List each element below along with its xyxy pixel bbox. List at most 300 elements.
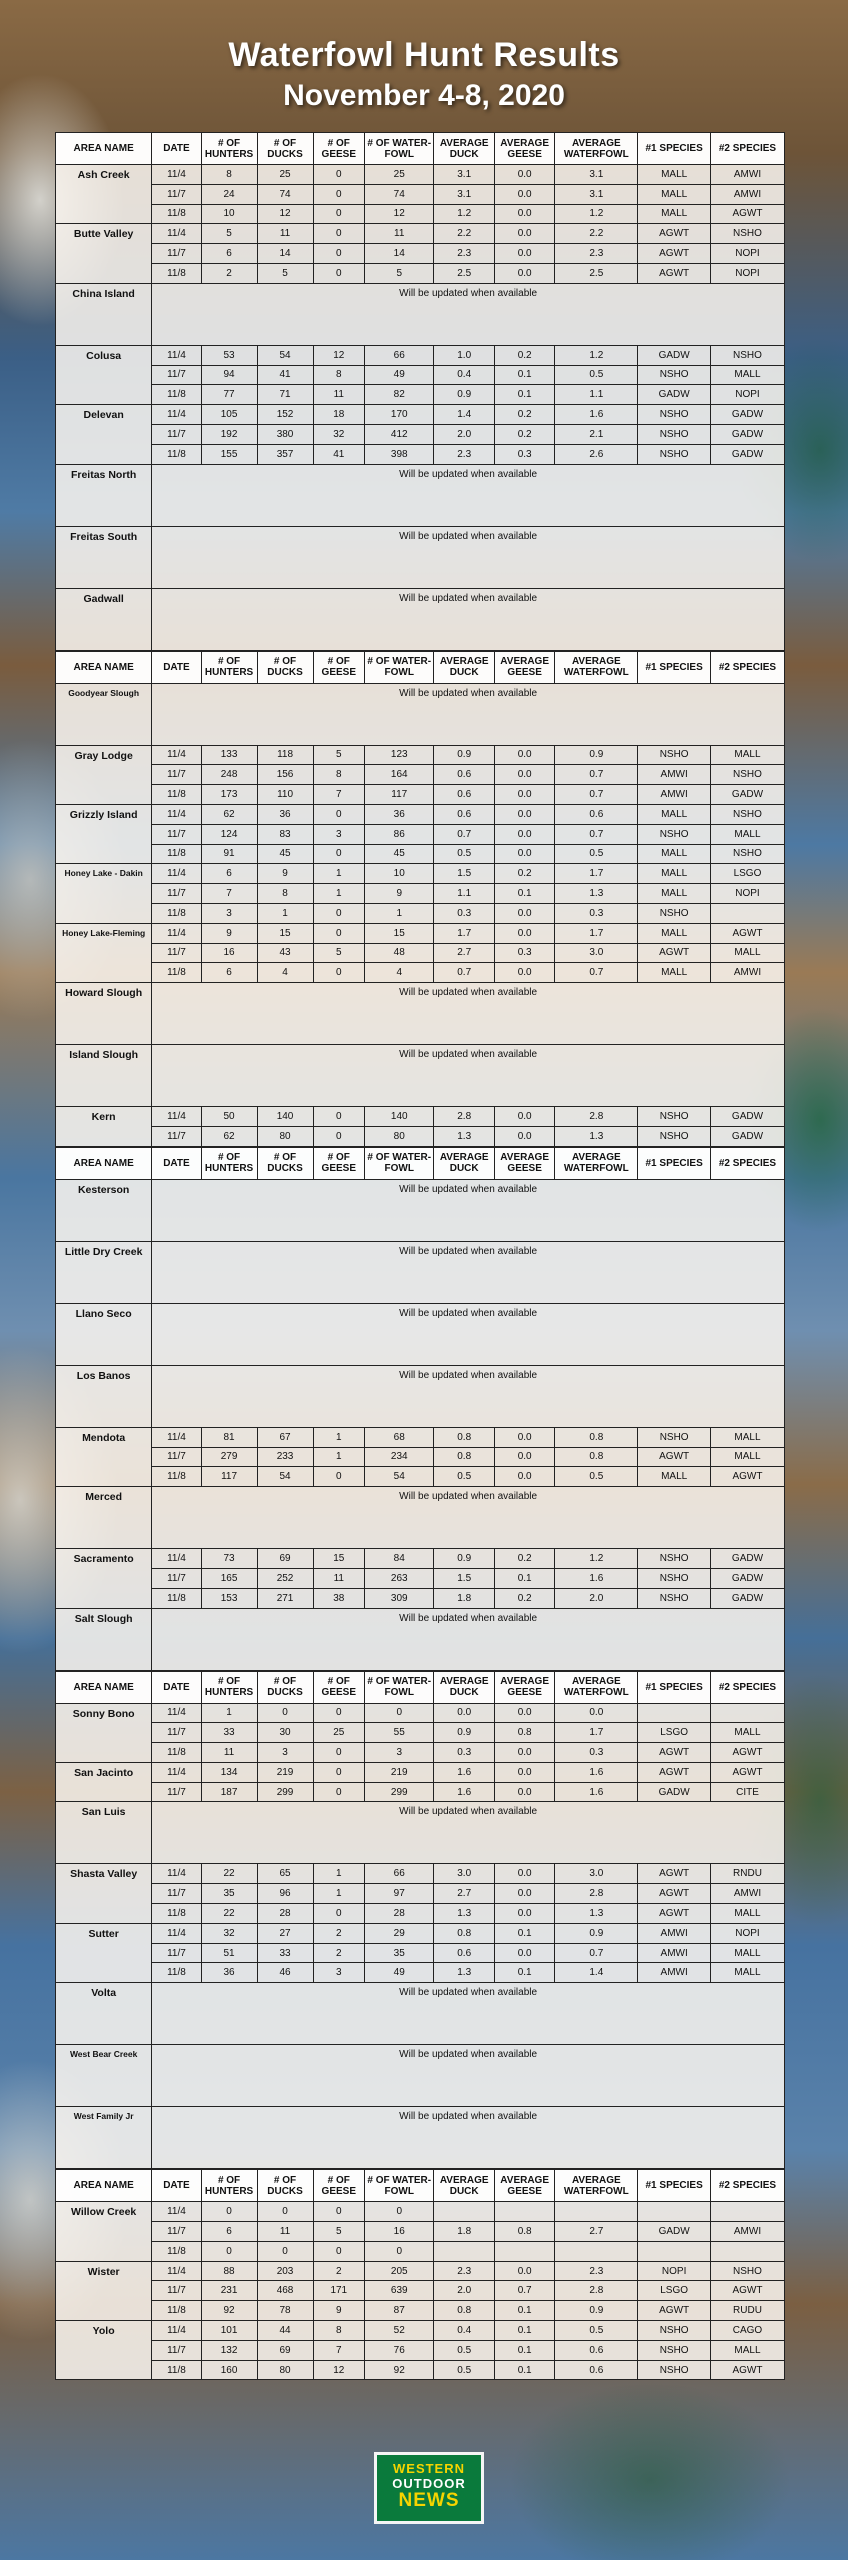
cell-hunters: 187 bbox=[201, 1782, 257, 1802]
table-row bbox=[56, 345, 785, 365]
cell-avg-duck bbox=[434, 2241, 494, 2261]
column-header-species-1: #1 SPECIES bbox=[638, 2170, 711, 2202]
column-header-waterfowl: # OF WATER-FOWL bbox=[365, 651, 434, 683]
cell-ducks: 156 bbox=[257, 765, 313, 785]
cell-species-2: GADW bbox=[711, 1588, 785, 1608]
results-table bbox=[55, 132, 785, 651]
area-name: Shasta Valley bbox=[56, 1864, 152, 1923]
cell-ducks: 65 bbox=[257, 1864, 313, 1884]
cell-avg-waterfowl: 1.2 bbox=[555, 1549, 638, 1569]
cell-waterfowl: 5 bbox=[365, 263, 434, 283]
cell-species-1: MALL bbox=[638, 963, 711, 983]
cell-ducks: 54 bbox=[257, 1467, 313, 1487]
cell-hunters: 92 bbox=[201, 2301, 257, 2321]
cell-geese: 0 bbox=[313, 263, 365, 283]
cell-date: 11/7 bbox=[152, 2222, 201, 2242]
cell-species-1: MALL bbox=[638, 1467, 711, 1487]
not-available-note: Will be updated when available bbox=[152, 683, 785, 745]
cell-avg-geese: 0.0 bbox=[494, 804, 554, 824]
cell-hunters: 2 bbox=[201, 263, 257, 283]
table-row bbox=[56, 804, 785, 824]
cell-species-2: RUDU bbox=[711, 2301, 785, 2321]
cell-avg-geese: 0.2 bbox=[494, 864, 554, 884]
cell-hunters: 155 bbox=[201, 444, 257, 464]
cell-geese: 0 bbox=[313, 804, 365, 824]
cell-geese: 0 bbox=[313, 2241, 365, 2261]
cell-species-2: MALL bbox=[711, 2340, 785, 2360]
cell-avg-duck: 1.5 bbox=[434, 1568, 494, 1588]
table-row bbox=[56, 464, 785, 526]
cell-avg-waterfowl: 0.5 bbox=[555, 844, 638, 864]
cell-species-2: GADW bbox=[711, 1126, 785, 1146]
cell-date: 11/4 bbox=[152, 1427, 201, 1447]
cell-hunters: 160 bbox=[201, 2360, 257, 2380]
results-table bbox=[55, 651, 785, 1147]
cell-date: 11/7 bbox=[152, 424, 201, 444]
column-header-avg-duck: AVERAGE DUCK bbox=[434, 1147, 494, 1179]
table-row bbox=[56, 1904, 785, 1924]
table-row bbox=[56, 2261, 785, 2281]
cell-avg-geese: 0.0 bbox=[494, 1904, 554, 1924]
cell-avg-geese: 0.0 bbox=[494, 785, 554, 805]
cell-waterfowl: 68 bbox=[365, 1427, 434, 1447]
cell-avg-waterfowl: 1.7 bbox=[555, 864, 638, 884]
cell-avg-duck: 0.9 bbox=[434, 385, 494, 405]
cell-avg-duck: 2.7 bbox=[434, 943, 494, 963]
cell-hunters: 279 bbox=[201, 1447, 257, 1467]
not-available-note: Will be updated when available bbox=[152, 1241, 785, 1303]
area-name: Ash Creek bbox=[56, 165, 152, 224]
cell-avg-geese: 0.3 bbox=[494, 444, 554, 464]
area-name: Howard Slough bbox=[56, 983, 152, 1045]
cell-avg-geese: 0.8 bbox=[494, 1723, 554, 1743]
cell-geese: 7 bbox=[313, 785, 365, 805]
cell-avg-duck: 1.4 bbox=[434, 405, 494, 425]
cell-geese: 12 bbox=[313, 2360, 365, 2380]
cell-species-1: NSHO bbox=[638, 903, 711, 923]
cell-hunters: 35 bbox=[201, 1884, 257, 1904]
cell-avg-geese: 0.0 bbox=[494, 184, 554, 204]
cell-species-2: RNDU bbox=[711, 1864, 785, 1884]
cell-species-1: MALL bbox=[638, 864, 711, 884]
table-row bbox=[56, 1487, 785, 1549]
cell-ducks: 36 bbox=[257, 804, 313, 824]
cell-species-2: MALL bbox=[711, 1447, 785, 1467]
cell-geese: 0 bbox=[313, 2202, 365, 2222]
cell-hunters: 7 bbox=[201, 884, 257, 904]
cell-species-2: MALL bbox=[711, 1963, 785, 1983]
cell-species-1: AMWI bbox=[638, 785, 711, 805]
cell-species-1: NSHO bbox=[638, 2340, 711, 2360]
cell-waterfowl: 25 bbox=[365, 165, 434, 185]
table-row bbox=[56, 2241, 785, 2261]
page-subtitle: November 4-8, 2020 bbox=[283, 79, 565, 112]
cell-avg-waterfowl: 1.3 bbox=[555, 884, 638, 904]
cell-avg-geese bbox=[494, 2202, 554, 2222]
cell-date: 11/8 bbox=[152, 1963, 201, 1983]
table-row bbox=[56, 1723, 785, 1743]
cell-avg-duck: 0.3 bbox=[434, 1743, 494, 1763]
cell-avg-waterfowl: 3.0 bbox=[555, 1864, 638, 1884]
cell-avg-duck: 1.2 bbox=[434, 204, 494, 224]
column-header-hunters: # OF HUNTERS bbox=[201, 1671, 257, 1703]
cell-date: 11/4 bbox=[152, 345, 201, 365]
cell-geese: 5 bbox=[313, 2222, 365, 2242]
cell-avg-duck: 2.7 bbox=[434, 1884, 494, 1904]
cell-species-1: NSHO bbox=[638, 405, 711, 425]
cell-ducks: 0 bbox=[257, 2202, 313, 2222]
column-header-waterfowl: # OF WATER-FOWL bbox=[365, 133, 434, 165]
cell-avg-waterfowl: 1.6 bbox=[555, 405, 638, 425]
cell-avg-waterfowl: 0.7 bbox=[555, 963, 638, 983]
area-name: Gadwall bbox=[56, 588, 152, 650]
table-row bbox=[56, 1802, 785, 1864]
table-row bbox=[56, 444, 785, 464]
cell-avg-geese: 0.1 bbox=[494, 385, 554, 405]
cell-avg-waterfowl: 2.2 bbox=[555, 224, 638, 244]
cell-avg-waterfowl: 0.6 bbox=[555, 2360, 638, 2380]
cell-hunters: 134 bbox=[201, 1762, 257, 1782]
cell-species-1: NSHO bbox=[638, 824, 711, 844]
cell-waterfowl: 0 bbox=[365, 2202, 434, 2222]
cell-species-1: GADW bbox=[638, 385, 711, 405]
cell-hunters: 132 bbox=[201, 2340, 257, 2360]
cell-waterfowl: 123 bbox=[365, 745, 434, 765]
cell-ducks: 110 bbox=[257, 785, 313, 805]
cell-avg-duck: 2.5 bbox=[434, 263, 494, 283]
cell-avg-waterfowl: 0.9 bbox=[555, 2301, 638, 2321]
cell-avg-waterfowl: 1.1 bbox=[555, 385, 638, 405]
cell-date: 11/8 bbox=[152, 385, 201, 405]
cell-hunters: 51 bbox=[201, 1943, 257, 1963]
cell-avg-geese: 0.2 bbox=[494, 1588, 554, 1608]
cell-species-2: NOPI bbox=[711, 884, 785, 904]
cell-waterfowl: 55 bbox=[365, 1723, 434, 1743]
cell-geese: 0 bbox=[313, 184, 365, 204]
cell-date: 11/8 bbox=[152, 1904, 201, 1924]
cell-ducks: 71 bbox=[257, 385, 313, 405]
cell-avg-geese: 0.0 bbox=[494, 244, 554, 264]
cell-date: 11/8 bbox=[152, 2360, 201, 2380]
column-header-geese: # OF GEESE bbox=[313, 1671, 365, 1703]
area-name: Mendota bbox=[56, 1427, 152, 1486]
table-row bbox=[56, 923, 785, 943]
header bbox=[0, 0, 848, 130]
cell-species-1: NSHO bbox=[638, 365, 711, 385]
not-available-note: Will be updated when available bbox=[152, 526, 785, 588]
cell-geese: 0 bbox=[313, 1782, 365, 1802]
cell-date: 11/4 bbox=[152, 2321, 201, 2341]
cell-date: 11/7 bbox=[152, 2281, 201, 2301]
cell-hunters: 9 bbox=[201, 923, 257, 943]
cell-species-1: MALL bbox=[638, 923, 711, 943]
cell-geese: 0 bbox=[313, 1107, 365, 1127]
column-header-avg-waterfowl: AVERAGE WATERFOWL bbox=[555, 651, 638, 683]
cell-waterfowl: 0 bbox=[365, 2241, 434, 2261]
column-header-species-2: #2 SPECIES bbox=[711, 651, 785, 683]
cell-species-1: NSHO bbox=[638, 1588, 711, 1608]
cell-species-1: MALL bbox=[638, 884, 711, 904]
cell-date: 11/7 bbox=[152, 1782, 201, 1802]
cell-hunters: 22 bbox=[201, 1904, 257, 1924]
cell-avg-waterfowl: 2.7 bbox=[555, 2222, 638, 2242]
cell-ducks: 41 bbox=[257, 365, 313, 385]
cell-species-2: NOPI bbox=[711, 244, 785, 264]
cell-ducks: 27 bbox=[257, 1923, 313, 1943]
cell-hunters: 124 bbox=[201, 824, 257, 844]
cell-species-1: GADW bbox=[638, 2222, 711, 2242]
column-header-avg-waterfowl: AVERAGE WATERFOWL bbox=[555, 133, 638, 165]
cell-waterfowl: 52 bbox=[365, 2321, 434, 2341]
column-header-ducks: # OF DUCKS bbox=[257, 2170, 313, 2202]
cell-hunters: 173 bbox=[201, 785, 257, 805]
column-header-ducks: # OF DUCKS bbox=[257, 651, 313, 683]
cell-species-1: NSHO bbox=[638, 1107, 711, 1127]
cell-avg-duck: 0.6 bbox=[434, 765, 494, 785]
column-header-area: AREA NAME bbox=[56, 1671, 152, 1703]
table-row bbox=[56, 983, 785, 1045]
table-row bbox=[56, 1963, 785, 1983]
cell-hunters: 6 bbox=[201, 963, 257, 983]
table-row bbox=[56, 588, 785, 650]
cell-hunters: 6 bbox=[201, 864, 257, 884]
cell-date: 11/7 bbox=[152, 1126, 201, 1146]
cell-species-1: AGWT bbox=[638, 1884, 711, 1904]
cell-avg-duck: 0.0 bbox=[434, 1703, 494, 1723]
cell-species-1 bbox=[638, 2202, 711, 2222]
area-name: Sacramento bbox=[56, 1549, 152, 1608]
cell-waterfowl: 12 bbox=[365, 204, 434, 224]
cell-hunters: 50 bbox=[201, 1107, 257, 1127]
cell-ducks: 11 bbox=[257, 224, 313, 244]
cell-ducks: 357 bbox=[257, 444, 313, 464]
cell-ducks: 299 bbox=[257, 1782, 313, 1802]
column-header-date: DATE bbox=[152, 651, 201, 683]
cell-geese: 0 bbox=[313, 165, 365, 185]
cell-hunters: 5 bbox=[201, 224, 257, 244]
table-row bbox=[56, 204, 785, 224]
cell-date: 11/7 bbox=[152, 1568, 201, 1588]
column-header-species-2: #2 SPECIES bbox=[711, 1671, 785, 1703]
cell-avg-duck: 3.0 bbox=[434, 1864, 494, 1884]
cell-avg-geese: 0.0 bbox=[494, 1126, 554, 1146]
cell-avg-waterfowl: 0.5 bbox=[555, 1467, 638, 1487]
column-header-species-1: #1 SPECIES bbox=[638, 651, 711, 683]
area-name: Llano Seco bbox=[56, 1303, 152, 1365]
cell-avg-geese: 0.1 bbox=[494, 2340, 554, 2360]
cell-waterfowl: 4 bbox=[365, 963, 434, 983]
header-row bbox=[56, 133, 785, 165]
cell-avg-duck: 2.0 bbox=[434, 2281, 494, 2301]
cell-avg-duck: 2.0 bbox=[434, 424, 494, 444]
cell-hunters: 32 bbox=[201, 1923, 257, 1943]
cell-geese: 25 bbox=[313, 1723, 365, 1743]
cell-waterfowl: 28 bbox=[365, 1904, 434, 1924]
cell-ducks: 69 bbox=[257, 2340, 313, 2360]
cell-avg-waterfowl: 1.6 bbox=[555, 1568, 638, 1588]
column-header-date: DATE bbox=[152, 1671, 201, 1703]
cell-species-1: GADW bbox=[638, 1782, 711, 1802]
area-name: Sonny Bono bbox=[56, 1703, 152, 1762]
cell-ducks: 83 bbox=[257, 824, 313, 844]
cell-waterfowl: 97 bbox=[365, 1884, 434, 1904]
cell-waterfowl: 92 bbox=[365, 2360, 434, 2380]
cell-geese: 0 bbox=[313, 1762, 365, 1782]
column-header-avg-duck: AVERAGE DUCK bbox=[434, 133, 494, 165]
cell-avg-waterfowl: 0.8 bbox=[555, 1427, 638, 1447]
area-name: China Island bbox=[56, 283, 152, 345]
cell-ducks: 4 bbox=[257, 963, 313, 983]
cell-hunters: 88 bbox=[201, 2261, 257, 2281]
cell-species-2: AMWI bbox=[711, 165, 785, 185]
not-available-note: Will be updated when available bbox=[152, 283, 785, 345]
column-header-species-2: #2 SPECIES bbox=[711, 133, 785, 165]
cell-hunters: 248 bbox=[201, 765, 257, 785]
table-row bbox=[56, 2045, 785, 2107]
cell-species-2: MALL bbox=[711, 745, 785, 765]
cell-hunters: 77 bbox=[201, 385, 257, 405]
cell-date: 11/7 bbox=[152, 1723, 201, 1743]
cell-geese: 41 bbox=[313, 444, 365, 464]
cell-waterfowl: 3 bbox=[365, 1743, 434, 1763]
cell-date: 11/4 bbox=[152, 1549, 201, 1569]
cell-avg-duck: 0.6 bbox=[434, 804, 494, 824]
cell-avg-geese: 0.1 bbox=[494, 2321, 554, 2341]
cell-species-2: GADW bbox=[711, 1549, 785, 1569]
not-available-note: Will be updated when available bbox=[152, 1045, 785, 1107]
cell-geese: 8 bbox=[313, 765, 365, 785]
cell-date: 11/7 bbox=[152, 765, 201, 785]
cell-avg-geese: 0.0 bbox=[494, 1943, 554, 1963]
cell-waterfowl: 49 bbox=[365, 1963, 434, 1983]
column-header-avg-geese: AVERAGE GEESE bbox=[494, 133, 554, 165]
area-name: Honey Lake - Dakin bbox=[56, 864, 152, 923]
cell-species-2: AGWT bbox=[711, 923, 785, 943]
cell-ducks: 118 bbox=[257, 745, 313, 765]
cell-species-1: MALL bbox=[638, 804, 711, 824]
cell-avg-geese: 0.2 bbox=[494, 424, 554, 444]
cell-avg-waterfowl: 0.5 bbox=[555, 2321, 638, 2341]
logo-line-1: WESTERN bbox=[393, 2461, 465, 2476]
cell-waterfowl: 35 bbox=[365, 1943, 434, 1963]
cell-avg-geese: 0.3 bbox=[494, 943, 554, 963]
cell-hunters: 6 bbox=[201, 2222, 257, 2242]
cell-hunters: 117 bbox=[201, 1467, 257, 1487]
column-header-area: AREA NAME bbox=[56, 133, 152, 165]
cell-species-2 bbox=[711, 1703, 785, 1723]
cell-avg-geese: 0.1 bbox=[494, 884, 554, 904]
cell-avg-waterfowl: 2.6 bbox=[555, 444, 638, 464]
table-row bbox=[56, 1762, 785, 1782]
column-header-area: AREA NAME bbox=[56, 2170, 152, 2202]
cell-species-1: MALL bbox=[638, 165, 711, 185]
cell-ducks: 80 bbox=[257, 2360, 313, 2380]
cell-species-1 bbox=[638, 2241, 711, 2261]
cell-waterfowl: 36 bbox=[365, 804, 434, 824]
cell-hunters: 22 bbox=[201, 1864, 257, 1884]
cell-avg-waterfowl: 1.7 bbox=[555, 1723, 638, 1743]
table-row bbox=[56, 884, 785, 904]
area-name: Honey Lake-Fleming bbox=[56, 923, 152, 982]
cell-hunters: 1 bbox=[201, 1703, 257, 1723]
cell-geese: 3 bbox=[313, 1963, 365, 1983]
cell-avg-geese: 0.0 bbox=[494, 824, 554, 844]
cell-ducks: 468 bbox=[257, 2281, 313, 2301]
cell-hunters: 153 bbox=[201, 1588, 257, 1608]
cell-avg-duck: 0.6 bbox=[434, 1943, 494, 1963]
results-board bbox=[55, 132, 784, 2380]
table-row bbox=[56, 283, 785, 345]
cell-avg-duck: 2.8 bbox=[434, 1107, 494, 1127]
cell-avg-duck: 0.3 bbox=[434, 903, 494, 923]
cell-species-2 bbox=[711, 903, 785, 923]
cell-avg-waterfowl: 0.0 bbox=[555, 1703, 638, 1723]
not-available-note: Will be updated when available bbox=[152, 464, 785, 526]
cell-hunters: 11 bbox=[201, 1743, 257, 1763]
cell-waterfowl: 205 bbox=[365, 2261, 434, 2281]
cell-avg-geese: 0.0 bbox=[494, 1743, 554, 1763]
cell-date: 11/7 bbox=[152, 943, 201, 963]
cell-ducks: 1 bbox=[257, 903, 313, 923]
cell-avg-geese: 0.0 bbox=[494, 2261, 554, 2281]
cell-ducks: 0 bbox=[257, 2241, 313, 2261]
cell-species-1: AMWI bbox=[638, 1963, 711, 1983]
cell-avg-waterfowl: 2.5 bbox=[555, 263, 638, 283]
cell-avg-geese: 0.1 bbox=[494, 2301, 554, 2321]
table-row bbox=[56, 943, 785, 963]
cell-species-1: AGWT bbox=[638, 2301, 711, 2321]
cell-avg-duck: 1.1 bbox=[434, 884, 494, 904]
cell-geese: 12 bbox=[313, 345, 365, 365]
cell-avg-waterfowl: 0.9 bbox=[555, 745, 638, 765]
cell-avg-waterfowl: 2.8 bbox=[555, 1884, 638, 1904]
table-row bbox=[56, 1179, 785, 1241]
area-name: Gray Lodge bbox=[56, 745, 152, 804]
cell-hunters: 3 bbox=[201, 903, 257, 923]
cell-avg-waterfowl: 0.7 bbox=[555, 765, 638, 785]
column-header-geese: # OF GEESE bbox=[313, 651, 365, 683]
cell-ducks: 5 bbox=[257, 263, 313, 283]
page-title: Waterfowl Hunt Results bbox=[228, 36, 620, 74]
cell-waterfowl: 74 bbox=[365, 184, 434, 204]
cell-avg-duck: 0.7 bbox=[434, 963, 494, 983]
cell-avg-waterfowl bbox=[555, 2241, 638, 2261]
table-row bbox=[56, 683, 785, 745]
cell-hunters: 36 bbox=[201, 1963, 257, 1983]
cell-ducks: 44 bbox=[257, 2321, 313, 2341]
not-available-note: Will be updated when available bbox=[152, 2045, 785, 2107]
area-name: Butte Valley bbox=[56, 224, 152, 283]
column-header-ducks: # OF DUCKS bbox=[257, 1671, 313, 1703]
cell-species-2: AMWI bbox=[711, 2222, 785, 2242]
area-name: West Family Jr bbox=[56, 2107, 152, 2169]
table-row bbox=[56, 745, 785, 765]
cell-avg-geese: 0.1 bbox=[494, 1923, 554, 1943]
table-row bbox=[56, 844, 785, 864]
cell-date: 11/4 bbox=[152, 804, 201, 824]
cell-avg-waterfowl: 2.0 bbox=[555, 1588, 638, 1608]
area-name: Volta bbox=[56, 1983, 152, 2045]
cell-species-2: GADW bbox=[711, 785, 785, 805]
table-row bbox=[56, 1045, 785, 1107]
cell-hunters: 62 bbox=[201, 1126, 257, 1146]
cell-ducks: 9 bbox=[257, 864, 313, 884]
cell-avg-duck: 1.3 bbox=[434, 1904, 494, 1924]
cell-avg-duck: 1.7 bbox=[434, 923, 494, 943]
cell-waterfowl: 49 bbox=[365, 365, 434, 385]
cell-waterfowl: 234 bbox=[365, 1447, 434, 1467]
cell-geese: 0 bbox=[313, 204, 365, 224]
